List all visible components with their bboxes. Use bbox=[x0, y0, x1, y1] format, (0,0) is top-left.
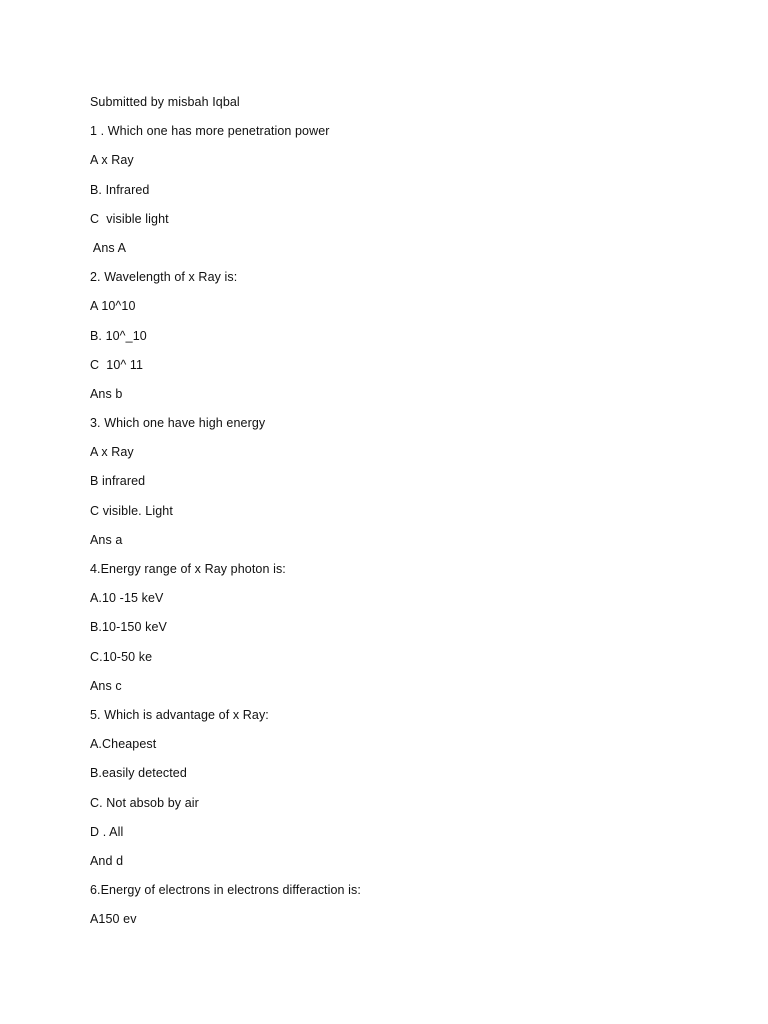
q5-answer: And d bbox=[90, 853, 124, 868]
question-6: 6.Energy of electrons in electrons differaction is: bbox=[90, 883, 361, 898]
q3-answer: Ans a bbox=[90, 532, 123, 547]
q1-answer: Ans A bbox=[90, 240, 127, 255]
q2-option-a: A 10^10 bbox=[90, 299, 136, 314]
q5-option-a: A.Cheapest bbox=[90, 737, 157, 752]
q2-option-c: C 10^ 11 bbox=[90, 357, 144, 372]
q1-option-b: B. Infrared bbox=[90, 182, 150, 197]
q3-option-b: B infrared bbox=[90, 474, 146, 489]
question-4: 4.Energy range of x Ray photon is: bbox=[90, 562, 286, 576]
q6-option-a: A150 ev bbox=[90, 912, 137, 927]
question-5: 5. Which is advantage of x Ray: bbox=[90, 707, 269, 722]
document-body bbox=[90, 93, 690, 939]
q5-option-c: C. Not absob by air bbox=[90, 795, 199, 810]
q5-option-d: D . All bbox=[90, 824, 124, 839]
q5-option-b: B.easily detected bbox=[90, 766, 187, 781]
q4-option-a: A.10 -15 keV bbox=[90, 591, 164, 606]
q4-option-b: B.10-150 keV bbox=[90, 620, 167, 635]
q3-option-a: A x Ray bbox=[90, 445, 134, 460]
q4-option-c: C.10-50 ke bbox=[90, 649, 153, 664]
question-3: 3. Which one have high energy bbox=[90, 416, 266, 431]
q4-answer: Ans c bbox=[90, 678, 122, 693]
question-1: 1 . Which one has more penetration power bbox=[90, 124, 330, 139]
q2-answer: Ans b bbox=[90, 386, 123, 401]
q2-option-b: B. 10^_10 bbox=[90, 328, 147, 343]
question-2: 2. Wavelength of x Ray is: bbox=[90, 270, 238, 285]
q1-option-c: C visible light bbox=[90, 211, 169, 226]
q3-option-c: C visible. Light bbox=[90, 503, 173, 518]
author-line: Submitted by misbah Iqbal bbox=[90, 95, 240, 109]
q1-option-a: A x Ray bbox=[90, 153, 134, 168]
